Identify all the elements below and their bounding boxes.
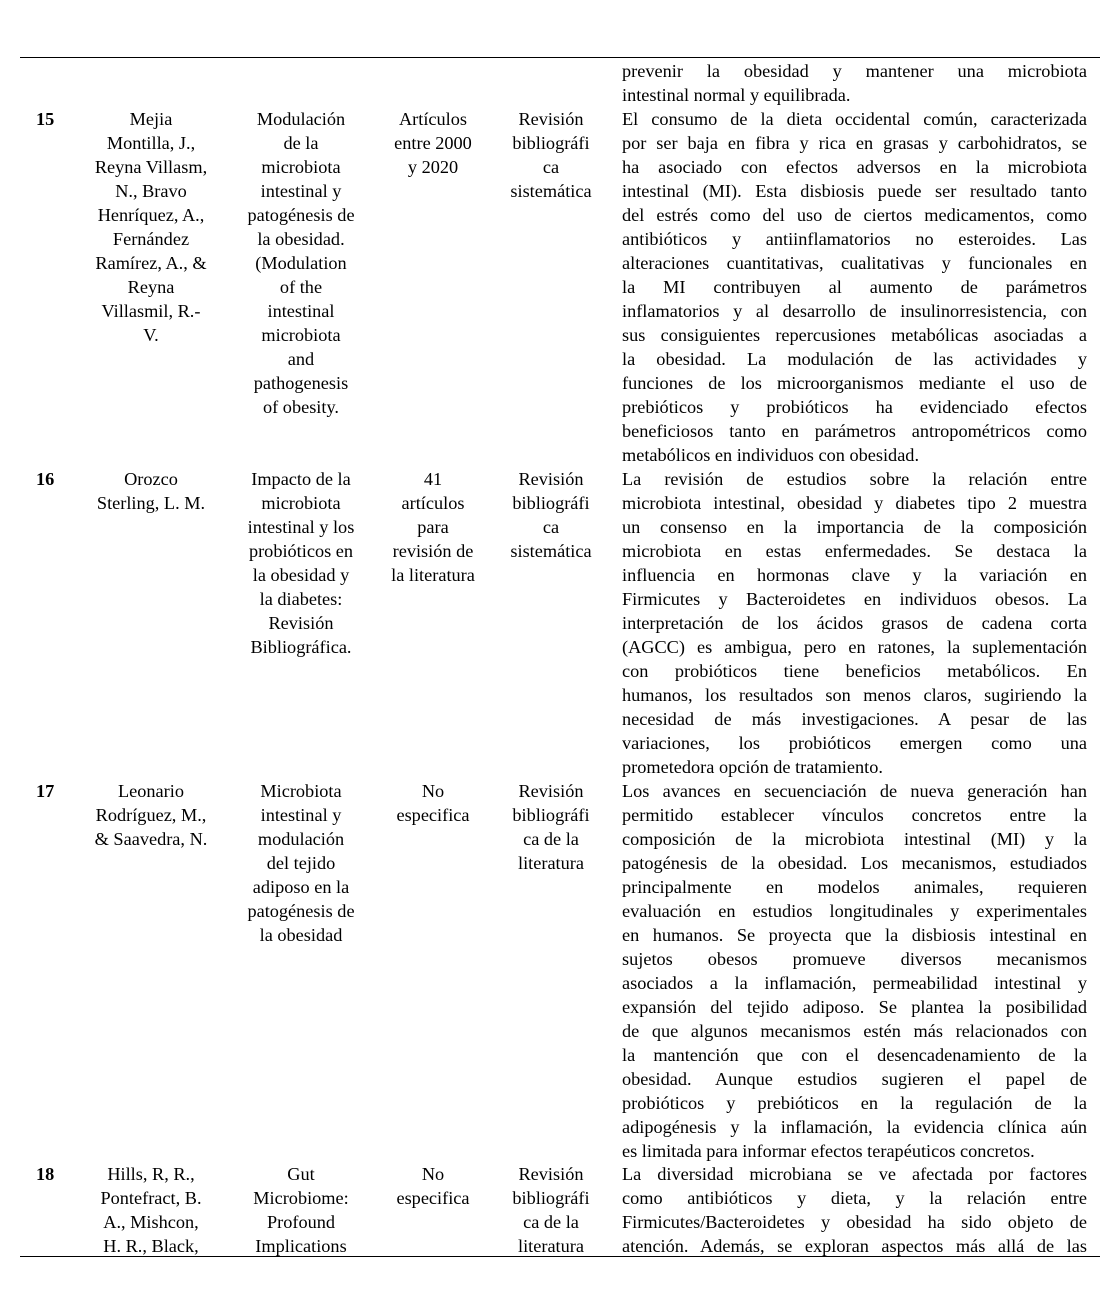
text-line: probióticos en — [248, 541, 354, 561]
row-number: 17 — [36, 781, 55, 801]
text-line: como antibióticos y dieta, y la relación entre — [622, 1188, 1087, 1208]
table-top-rule — [20, 57, 1100, 58]
text-line: microbiota — [261, 157, 341, 177]
text-line: H. R., Black, — [103, 1236, 199, 1256]
text-line: expansión del tejido adiposo. Se plantea la posibilidad — [622, 997, 1087, 1017]
text-line: patogénesis de — [247, 901, 355, 921]
text-line: and — [287, 349, 315, 369]
title-cell — [238, 107, 364, 419]
text-line: 41 — [423, 469, 443, 489]
text-line: bibliográfi — [512, 493, 590, 513]
text-line: Revisión — [268, 613, 334, 633]
text-line: Ramírez, A., & — [95, 253, 207, 273]
text-line: Sterling, L. M. — [96, 493, 206, 513]
text-line: Revisión — [518, 781, 584, 801]
text-line: Revisión — [518, 1164, 584, 1184]
row-number: 18 — [36, 1164, 55, 1184]
text-line: asociados a la inflamación, permeabilidad intestinal y — [622, 973, 1087, 993]
text-line: especifica — [396, 1188, 470, 1208]
text-line: ca de la — [523, 829, 579, 849]
text-line: un consenso en la importancia de la composición — [622, 517, 1087, 537]
text-line: intestinal y — [260, 181, 342, 201]
text-line: artículos — [401, 493, 465, 513]
text-line: Firmicutes y Bacteroidetes en individuos obesos. La — [622, 589, 1087, 609]
text-line: El consumo de la dieta occidental común, caracterizada — [622, 109, 1087, 129]
text-line: sus consiguientes repercusiones metabólicas asociadas a — [622, 325, 1087, 345]
text-line: bibliográfi — [512, 805, 590, 825]
text-line: Montilla, J., — [106, 133, 196, 153]
text-line: patogénesis de — [247, 205, 355, 225]
text-line: antibióticos y antiinflamatorios no esteroides. Las — [622, 229, 1087, 249]
text-line: of the — [279, 277, 323, 297]
text-line: funciones de los microorganismos mediante el uso de — [622, 373, 1087, 393]
text-line: ca — [542, 517, 560, 537]
text-line: la obesidad. La modulación de las actividades y — [622, 349, 1087, 369]
text-line: ca de la — [523, 1212, 579, 1232]
text-line: la literatura — [391, 565, 475, 585]
text-line: atención. Además, se exploran aspectos más allá de las — [622, 1236, 1087, 1256]
text-line: (AGCC) es ambigua, pero en ratones, la suplementación — [622, 637, 1087, 657]
text-line: Modulación — [256, 109, 346, 129]
text-line: Revisión — [518, 469, 584, 489]
text-line: Reyna — [127, 277, 175, 297]
text-line: ha asociado con efectos adversos en la microbiota — [622, 157, 1087, 177]
text-line: Henríquez, A., — [97, 205, 205, 225]
text-line: Artículos — [398, 109, 468, 129]
text-line: influencia en hormonas clave y la variación en — [622, 565, 1087, 585]
text-line: la mantención que con el desencadenamiento de la — [622, 1045, 1087, 1065]
text-line: para — [417, 517, 449, 537]
text-line: con probióticos tiene beneficios metabólicos. En — [622, 661, 1087, 681]
text-line: Profound — [266, 1212, 336, 1232]
text-line: Revisión — [518, 109, 584, 129]
text-line: Pontefract, B. — [100, 1188, 202, 1208]
text-line: Hills, R, R., — [107, 1164, 195, 1184]
text-line: entre 2000 — [394, 133, 472, 153]
study-type-cell — [500, 107, 602, 203]
continuation-result-cell — [622, 59, 1087, 107]
text-line: sistemática — [510, 541, 592, 561]
author-cell — [84, 779, 218, 851]
text-line: Fernández — [112, 229, 190, 249]
text-line: beneficiosos tanto en parámetros antropométricos como — [622, 421, 1087, 441]
result-cell — [622, 779, 1087, 1163]
text-line: Villasmil, R.- — [101, 301, 201, 321]
text-line: por ser baja en fibra y rica en grasas y carbohidratos, se — [622, 133, 1087, 153]
study-type-cell — [500, 467, 602, 563]
result-cell — [622, 107, 1087, 467]
text-line: intestinal normal y equilibrada. — [622, 85, 851, 105]
row-number: 16 — [36, 469, 55, 489]
text-line: bibliográfi — [512, 133, 590, 153]
text-line: prevenir la obesidad y mantener una microbiota — [622, 61, 1087, 81]
text-line: sistemática — [510, 181, 592, 201]
text-line: No — [421, 1164, 445, 1184]
author-cell — [84, 1162, 218, 1258]
text-line: prebióticos y probióticos ha evidenciado efectos — [622, 397, 1087, 417]
text-line: Bibliográfica. — [250, 637, 352, 657]
table-bottom-rule — [20, 1256, 1100, 1257]
text-line: microbiota en estas enfermedades. Se destaca la — [622, 541, 1087, 561]
text-line: Impacto de la — [251, 469, 351, 489]
text-line: la obesidad y — [252, 565, 350, 585]
text-line: del tejido — [266, 853, 336, 873]
study-type-cell — [500, 779, 602, 875]
text-line: Gut — [287, 1164, 315, 1184]
text-line: inflamatorios y al desarrollo de insulinorresistencia, con — [622, 301, 1087, 321]
text-line: La revisión de estudios sobre la relación entre — [622, 469, 1087, 489]
text-line: principalmente en modelos animales, requieren — [622, 877, 1087, 897]
text-line: (Modulation — [255, 253, 347, 273]
text-line: la obesidad — [259, 925, 343, 945]
sample-cell — [384, 107, 482, 179]
text-line: intestinal — [267, 301, 335, 321]
result-cell — [622, 467, 1087, 779]
text-line: la MI contribuyen al aumento de parámetros — [622, 277, 1087, 297]
text-line: Orozco — [124, 469, 178, 489]
text-line: pathogenesis — [253, 373, 349, 393]
text-line: y 2020 — [407, 157, 459, 177]
text-line: Los avances en secuenciación de nueva generación han — [622, 781, 1087, 801]
text-line: A., Mishcon, — [103, 1212, 199, 1232]
text-line: intestinal y — [260, 805, 342, 825]
text-line: necesidad de más investigaciones. A pesar de las — [622, 709, 1087, 729]
text-line: humanos, los resultados son menos claros, sugiriendo la — [622, 685, 1087, 705]
title-cell — [238, 467, 364, 659]
text-line: microbiota — [261, 325, 341, 345]
text-line: Microbiota — [260, 781, 342, 801]
text-line: intestinal (MI). Esta disbiosis puede ser resultado tanto — [622, 181, 1087, 201]
text-line: & Saavedra, N. — [94, 829, 208, 849]
text-line: revisión de — [392, 541, 474, 561]
text-line: Reyna Villasm, — [94, 157, 208, 177]
text-line: V. — [143, 325, 159, 345]
sample-cell — [384, 467, 482, 587]
text-line: de la — [283, 133, 319, 153]
author-cell — [84, 107, 218, 347]
text-line: la obesidad. — [257, 229, 345, 249]
text-line: of obesity. — [263, 397, 339, 417]
sample-cell — [384, 779, 482, 827]
text-line: Mejia — [129, 109, 173, 129]
text-line: evaluación en estudios longitudinales y experimentales — [622, 901, 1087, 921]
text-line: microbiota intestinal, obesidad y diabetes tipo 2 muestra — [622, 493, 1087, 513]
text-line: Implications — [255, 1236, 347, 1256]
text-line: es limitada para informar efectos terapéuticos concretos. — [622, 1141, 1035, 1161]
text-line: Leonario — [118, 781, 184, 801]
text-line: No — [421, 781, 445, 801]
text-line: permitido establecer vínculos concretos entre la — [622, 805, 1087, 825]
result-cell — [622, 1162, 1087, 1258]
text-line: la diabetes: — [259, 589, 343, 609]
text-line: Microbiome: — [253, 1188, 349, 1208]
text-line: ca — [542, 157, 560, 177]
text-line: en humanos. Se proyecta que la disbiosis intestinal en — [622, 925, 1087, 945]
text-line: microbiota — [261, 493, 341, 513]
text-line: probióticos y prebióticos en la regulación de la — [622, 1093, 1087, 1113]
text-line: patogénesis de la obesidad. Los mecanismos, estudiados — [622, 853, 1087, 873]
text-line: adipogénesis y la inflamación, la evidencia clínica aún — [622, 1117, 1087, 1137]
text-line: literatura — [518, 1236, 584, 1256]
text-line: adiposo en la — [252, 877, 350, 897]
text-line: obesidad. Aunque estudios sugieren el papel de — [622, 1069, 1087, 1089]
text-line: prometedora opción de tratamiento. — [622, 757, 883, 777]
sample-cell — [384, 1162, 482, 1210]
text-line: especifica — [396, 805, 470, 825]
text-line: metabólicos en individuos con obesidad. — [622, 445, 920, 465]
row-number: 15 — [36, 109, 55, 129]
title-cell — [238, 1162, 364, 1258]
text-line: alteraciones cuantitativas, cualitativas y funcionales en — [622, 253, 1087, 273]
text-line: literatura — [518, 853, 584, 873]
text-line: del estrés como del uso de ciertos medicamentos, como — [622, 205, 1087, 225]
text-line: N., Bravo — [115, 181, 187, 201]
text-line: bibliográfi — [512, 1188, 590, 1208]
text-line: composición de la microbiota intestinal (MI) y la — [622, 829, 1087, 849]
text-line: La diversidad microbiana se ve afectada por factores — [622, 1164, 1087, 1184]
text-line: interpretación de los ácidos grasos de cadena corta — [622, 613, 1087, 633]
study-type-cell — [500, 1162, 602, 1258]
author-cell — [84, 467, 218, 515]
text-line: variaciones, los probióticos emergen como una — [622, 733, 1087, 753]
text-line: Rodríguez, M., — [95, 805, 207, 825]
title-cell — [238, 779, 364, 947]
text-line: intestinal y los — [247, 517, 355, 537]
text-line: Firmicutes/Bacteroidetes y obesidad ha sido objeto de — [622, 1212, 1087, 1232]
text-line: sujetos obesos promueve diversos mecanismos — [622, 949, 1087, 969]
text-line: modulación — [257, 829, 345, 849]
text-line: de que algunos mecanismos estén más relacionados con — [622, 1021, 1087, 1041]
